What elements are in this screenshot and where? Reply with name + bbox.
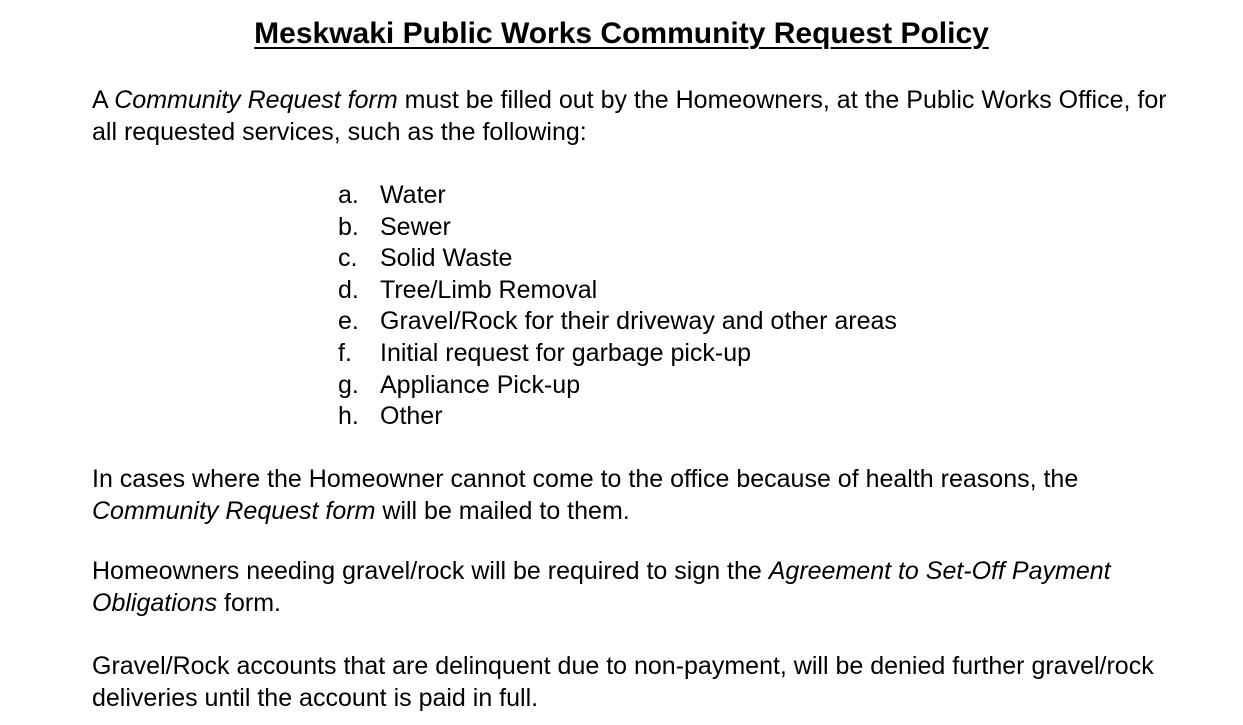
delinquent-paragraph: Gravel/Rock accounts that are delinquent due to non-payment, will be denied further gravel/rock deliveries until the account is paid in full. [92, 652, 1154, 712]
list-item-label: Initial request for garbage pick-up [380, 338, 752, 367]
list-item [338, 243, 897, 275]
list-marker: b. [338, 212, 359, 241]
gravel-text-start: Homeowners needing gravel/rock will be required to sign the [92, 557, 769, 585]
health-form-name: Community Request form [92, 496, 376, 525]
list-item [338, 212, 897, 244]
list-item [338, 275, 897, 307]
list-marker: a. [338, 181, 359, 209]
health-paragraph [92, 464, 1182, 527]
intro-paragraph [92, 85, 1182, 148]
health-text-start: In cases where the Homeowner cannot come to the office because of health reasons, the [92, 465, 1079, 493]
list-item-label: Other [380, 402, 443, 431]
list-item-label: Solid Waste [380, 244, 513, 273]
health-text-end: will be mailed to them. [375, 496, 630, 525]
intro-text-start: A [92, 86, 115, 114]
list-item [338, 338, 897, 370]
gravel-text-end: form. [217, 588, 281, 617]
list-marker: f. [338, 338, 352, 367]
list-marker: d. [338, 275, 359, 304]
list-item-label: Appliance Pick-up [380, 370, 581, 399]
list-marker: e. [338, 307, 359, 336]
list-marker: c. [338, 244, 358, 273]
list-item [338, 180, 897, 212]
gravel-paragraph [92, 556, 1182, 619]
list-marker: g. [338, 370, 359, 399]
list-item-label: Sewer [380, 212, 451, 241]
page-title: Meskwaki Public Works Community Request Policy [254, 17, 989, 50]
list-item [338, 370, 897, 402]
list-item-label: Gravel/Rock for their driveway and other areas [380, 307, 897, 336]
list-marker: h. [338, 402, 359, 431]
services-list [338, 180, 897, 433]
list-item-label: Tree/Limb Removal [380, 275, 598, 304]
list-item [338, 401, 897, 433]
intro-form-name: Community Request form [114, 86, 398, 114]
gravel-agreement-name: Agreement to Set-Off Payment Obligations [92, 557, 1111, 617]
list-item [338, 306, 897, 338]
intro-text-end: must be filled out by the Homeowners, at the Public Works Office, for all requested services, such as the following: [92, 86, 1167, 146]
list-item-label: Water [380, 181, 446, 209]
